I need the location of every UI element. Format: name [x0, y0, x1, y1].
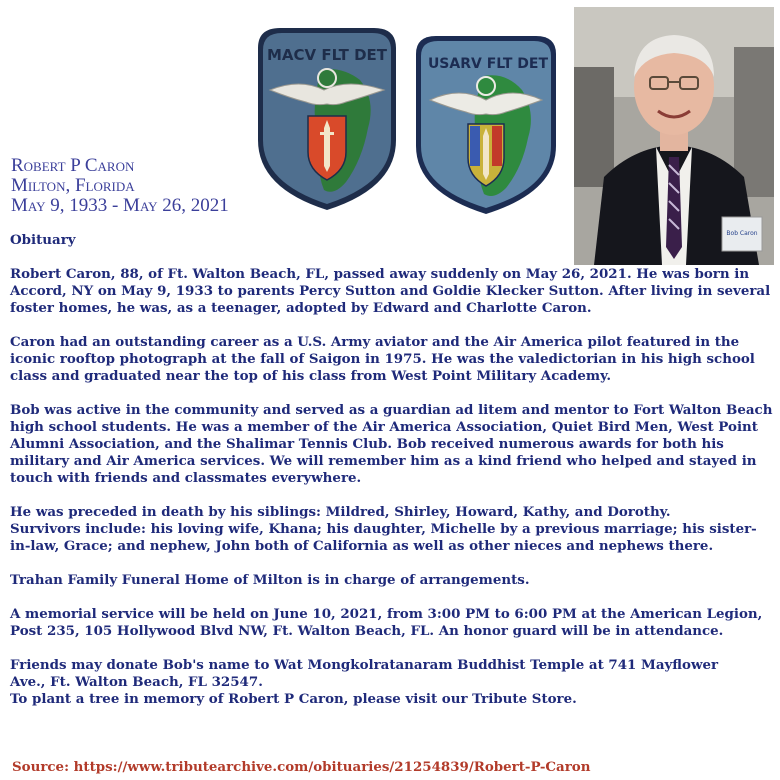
- obituary-header: [11, 156, 229, 216]
- obituary-heading: Obituary: [10, 232, 76, 248]
- deceased-location: Milton, Florida: [11, 175, 135, 196]
- name-badge-text: Bob Caron: [726, 230, 758, 237]
- obituary-body: [10, 232, 775, 708]
- life-dates: May 9, 1933 - May 26, 2021: [11, 195, 229, 216]
- usarv-flt-det-patch: [408, 28, 564, 220]
- macv-flt-det-patch: [250, 20, 404, 216]
- portrait-photo: [574, 7, 774, 265]
- tribute-store-line: To plant a tree in memory of Robert P Caron, please visit our Tribute Store.: [10, 691, 577, 707]
- source-link[interactable]: Source: https://www.tributearchive.com/obituaries/21254839/Robert-P-Caron: [12, 759, 591, 775]
- usarv-patch-label: USARV FLT DET: [427, 56, 549, 72]
- paragraph-career: Caron had an outstanding career as a U.S. Army aviator and the Air America pilot featured in the iconic rooftop photograph at the fall of Saigon in 1975. He was the valedictorian in his high school class and graduated near the top of his class from West Point Military Academy.: [10, 334, 755, 384]
- donate-line-2: Ave., Ft. Walton Beach, FL 32547.: [10, 674, 263, 690]
- preceded-line: He was preceded in death by his siblings: Mildred, Shirley, Howard, Kathy, and Dorothy.: [10, 504, 671, 520]
- donate-line-1: Friends may donate Bob's name to Wat Mongkolratanaram Buddhist Temple at 741 Mayflower: [10, 657, 719, 673]
- deceased-name: Robert P Caron: [11, 155, 135, 176]
- survivors-paragraph: Survivors include: his loving wife, Khana; his daughter, Michelle by a previous marriage; his sister-in-law, Grace; and nephew, John both of California as well as other nieces and nephews there.: [10, 521, 757, 554]
- memorial-paragraph: A memorial service will be held on June 10, 2021, from 3:00 PM to 6:00 PM at the American Legion, Post 235, 105 Hollywood Blvd NW, Ft. Walton Beach, FL. An honor guard will be in attendance.: [10, 606, 763, 639]
- person-portrait-icon: [574, 7, 774, 265]
- funeral-home-line: Trahan Family Funeral Home of Milton is in charge of arrangements.: [10, 572, 530, 588]
- paragraph-community: Bob was active in the community and served as a guardian ad litem and mentor to Fort Walton Beach high school students. He was a member of the Air America Association, Quiet Bird Men, West Point Alumni Association, and the Shalimar Tennis Club. Bob received numerous awards for both his military and Air America services. We will remember him as a kind friend who helped and stayed in touch with friends and classmates everywhere.: [10, 402, 773, 486]
- paragraph-intro: Robert Caron, 88, of Ft. Walton Beach, FL, passed away suddenly on May 26, 2021. He was born in Accord, NY on May 9, 1933 to parents Percy Sutton and Goldie Klecker Sutton. After living in several foster homes, he was, as a teenager, adopted by Edward and Charlotte Caron.: [10, 266, 771, 316]
- macv-patch-emblem-icon: [250, 20, 404, 216]
- usarv-patch-emblem-icon: [408, 28, 564, 220]
- macv-patch-label: MACV FLT DET: [266, 46, 388, 64]
